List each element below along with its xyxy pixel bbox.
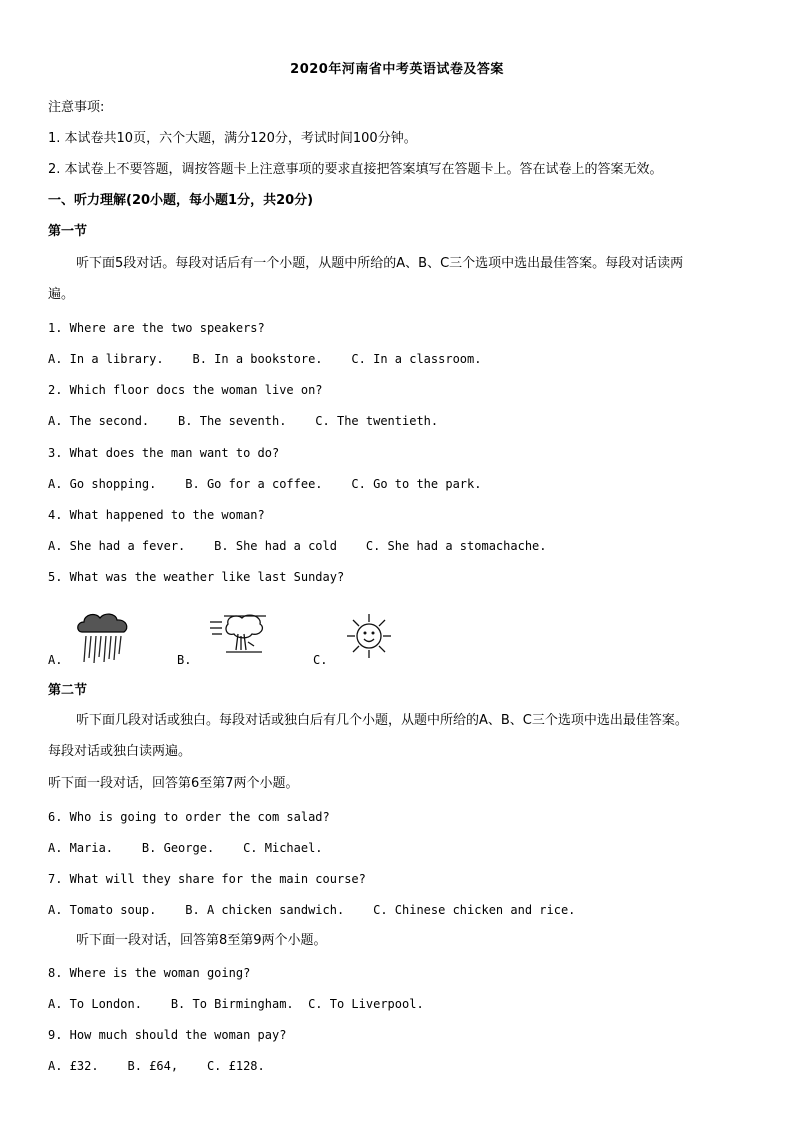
question-6-options: A. Maria. B. George. C. Michael. <box>48 841 323 855</box>
question-8: 8. Where is the woman going? <box>48 966 251 980</box>
note-2: 2. 本试卷上不要答题，调按答题卡上注意事项的要求直接把答案填写在答题卡上。答在试卷上的答案无效。 <box>48 162 663 177</box>
question-7: 7. What will they share for the main course? <box>48 872 366 886</box>
question-4-options: A. She had a fever. B. She had a cold C. She had a stomachache. <box>48 539 547 553</box>
part-2-instructions: 听下面几段对话或独白。每段对话或独白后有几个小题，从题中所给的A、B、C三个选项中选出最佳答案。 <box>76 713 688 728</box>
question-3: 3. What does the man want to do? <box>48 446 280 460</box>
q5-option-c-label: C. <box>313 653 328 667</box>
dialog-2-intro: 听下面一段对话，回答第8至第9两个小题。 <box>76 933 327 948</box>
section-1-title: 一、听力理解(20小题，每小题1分，共20分) <box>48 193 314 208</box>
question-4: 4. What happened to the woman? <box>48 508 265 522</box>
question-5: 5. What was the weather like last Sunday? <box>48 570 345 584</box>
question-7-options: A. Tomato soup. B. A chicken sandwich. C. Chinese chicken and rice. <box>48 903 576 917</box>
part-2-title: 第二节 <box>48 683 88 698</box>
question-1-options: A. In a library. B. In a bookstore. C. In a classroom. <box>48 352 482 366</box>
dialog-1-intro: 听下面一段对话，回答第6至第7两个小题。 <box>48 776 299 791</box>
page-title: 2020年河南省中考英语试卷及答案 <box>290 62 504 77</box>
windy-tree-icon <box>208 610 270 658</box>
part-2-instructions-cont: 每段对话或独白读两遍。 <box>48 744 192 759</box>
rain-cloud-icon <box>74 610 132 665</box>
notes-header: 注意事项: <box>48 100 105 115</box>
question-6: 6. Who is going to order the com salad? <box>48 810 330 824</box>
part-1-instructions: 听下面5段对话。每段对话后有一个小题，从题中所给的A、B、C三个选项中选出最佳答案。每段对话读两 <box>76 256 684 271</box>
question-2-options: A. The second. B. The seventh. C. The twentieth. <box>48 414 439 428</box>
question-8-options: A. To London. B. To Birmingham. C. To Liverpool. <box>48 997 424 1011</box>
part-1-title: 第一节 <box>48 224 88 239</box>
question-3-options: A. Go shopping. B. Go for a coffee. C. Go to the park. <box>48 477 482 491</box>
q5-option-a-label: A. <box>48 653 63 667</box>
question-9-options: A. £32. B. £64, C. £128. <box>48 1059 265 1073</box>
sun-icon <box>344 612 394 660</box>
question-2: 2. Which floor docs the woman live on? <box>48 383 323 397</box>
part-1-instructions-cont: 遍。 <box>48 287 75 302</box>
question-9: 9. How much should the woman pay? <box>48 1028 287 1042</box>
q5-option-b-label: B. <box>177 653 192 667</box>
note-1: 1. 本试卷共10页，六个大题，满分120分，考试时间100分钟。 <box>48 131 417 146</box>
question-1: 1. Where are the two speakers? <box>48 321 265 335</box>
